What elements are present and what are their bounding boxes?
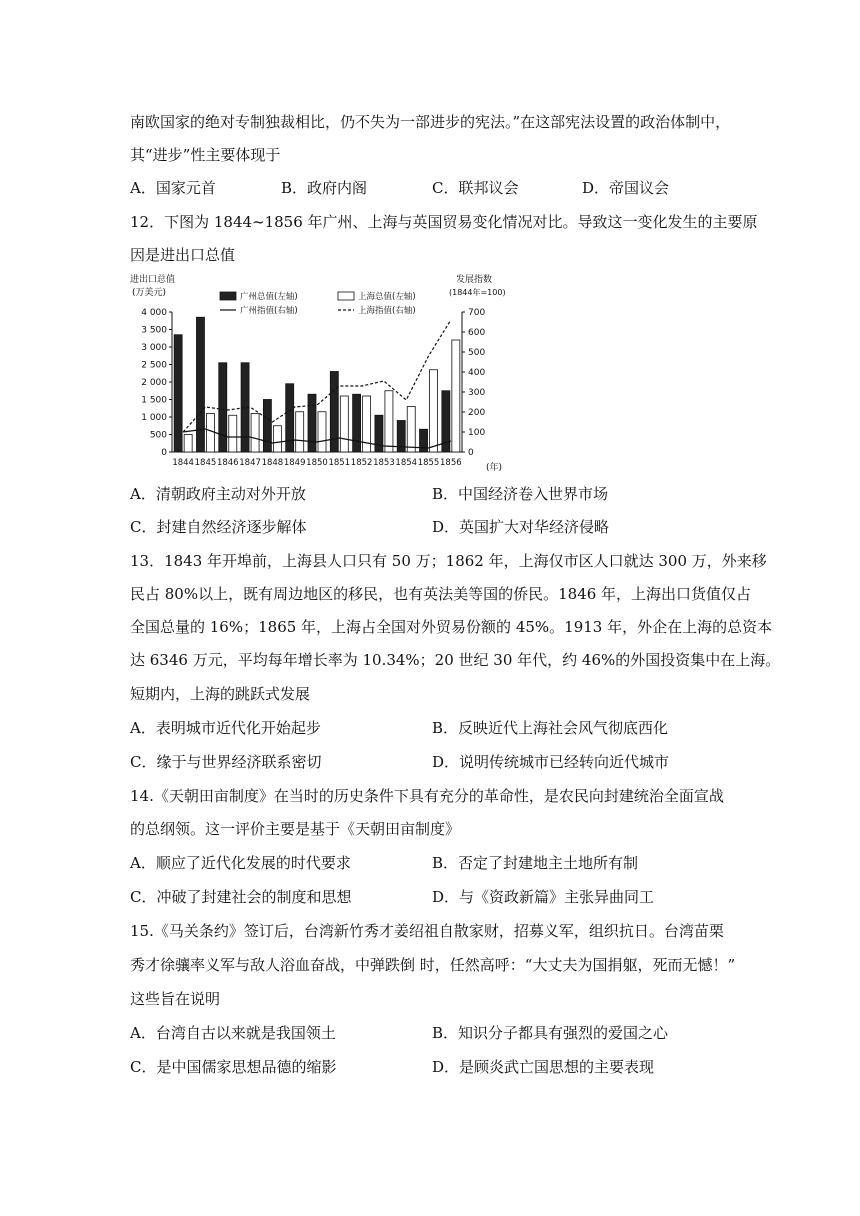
x-tick-label: 1849 [283, 458, 306, 468]
x-tick-label: 1850 [306, 458, 328, 468]
guangzhou-bar [353, 394, 361, 452]
guangzhou-bar [286, 384, 294, 452]
q12-stem-line2: 因是进出口总值 [130, 246, 236, 264]
shanghai-bar [430, 370, 438, 452]
q14-option-a[interactable]: A．顺应了近代化发展的时代要求 [130, 854, 351, 872]
left-tick-label: 2 500 [141, 360, 167, 371]
shanghai-bar [385, 391, 393, 452]
left-tick-label: 3 000 [141, 343, 167, 353]
left-axis-unit: (万美元) [132, 288, 167, 298]
q13-stem-line3: 全国总量的 16%；1865 年，上海占全国对外贸易份额的 45%。1913 年，外企在上海的总资本 [130, 618, 773, 636]
shanghai-bar [407, 407, 415, 453]
x-tick-label: 1851 [328, 458, 351, 468]
right-tick-label: 0 [468, 448, 474, 458]
q14-option-d[interactable]: D．与《资政新篇》主张异曲同工 [432, 888, 655, 906]
left-tick-label: 0 [161, 448, 167, 458]
chart-axes [172, 312, 462, 452]
right-tick-label: 500 [468, 348, 486, 358]
x-tick-label: 1855 [417, 458, 440, 468]
shanghai-bar [273, 426, 281, 452]
left-axis-label: 进出口总值 [130, 275, 176, 285]
left-tick-label: 3 500 [141, 325, 167, 336]
q15-option-b[interactable]: B．知识分子都具有强烈的爱国之心 [432, 1024, 669, 1042]
right-axis-unit: (1844年=100) [449, 288, 506, 297]
q12-option-b[interactable]: B．中国经济卷入世界市场 [432, 485, 609, 503]
q15-stem-line2: 秀才徐骧率义军与敌人浴血奋战，中弹跌倒 时，任然高呼：“大丈夫为国捐躯，死而无憾！” [130, 956, 736, 974]
legend-label: 广州总值(左轴) [240, 292, 298, 302]
x-tick-label: 1856 [440, 458, 462, 468]
right-tick-label: 200 [468, 408, 486, 418]
x-tick-label: 1847 [239, 458, 261, 468]
q13-option-d[interactable]: D．说明传统城市已经转向近代城市 [432, 753, 670, 771]
shanghai-bar [452, 340, 460, 452]
q13-option-c[interactable]: C．缘于与世界经济联系密切 [130, 753, 322, 771]
legend-label: 上海指值(右轴) [358, 306, 416, 316]
q14-option-b[interactable]: B．否定了封建地主土地所有制 [432, 854, 639, 872]
q12-option-a[interactable]: A．清朝政府主动对外开放 [130, 485, 306, 503]
right-axis-label: 发展指数 [456, 275, 493, 285]
chart-legend [220, 291, 416, 316]
left-tick-label: 4 000 [141, 308, 167, 318]
x-tick-label: 1845 [194, 458, 217, 468]
guangzhou-bar [263, 400, 271, 453]
shanghai-bar [184, 435, 192, 453]
q13-stem-line1: 13．1843 年开埠前，上海县人口只有 50 万；1862 年，上海仅市区人口就达 300 万，外来移 [130, 552, 767, 570]
guangzhou-bar [375, 415, 383, 452]
q14-stem-line1: 14.《天朝田亩制度》在当时的历史条件下具有充分的革命性，是农民向封建统治全面宣战 [130, 787, 724, 805]
q11-option-d[interactable]: D．帝国议会 [582, 179, 670, 197]
x-axis-unit: (年) [486, 463, 503, 473]
q15-option-a[interactable]: A．台湾自古以来就是我国领土 [130, 1024, 336, 1042]
q13-stem-line4: 达 6346 万元，平均每年增长率为 10.34%；20 世纪 30 年代，约 46%的外国投资集中在上海。 [130, 651, 781, 669]
right-tick-label: 600 [468, 328, 486, 338]
right-tick-label: 400 [468, 368, 486, 378]
legend-swatch [220, 292, 236, 300]
guangzhou-bar [420, 429, 428, 452]
guangzhou-bar [174, 335, 182, 452]
q13-option-a[interactable]: A．表明城市近代化开始起步 [130, 719, 321, 737]
left-tick-label: 500 [149, 430, 167, 441]
q13-stem-line2: 民占 80%以上，既有周边地区的移民，也有英法美等国的侨民。1846 年，上海出口货值仅占 [130, 585, 752, 603]
q15-stem-line3: 这些旨在说明 [130, 990, 221, 1008]
shanghai-bar [206, 414, 214, 453]
x-tick-label: 1848 [261, 458, 284, 468]
left-tick-label: 1 500 [141, 395, 167, 406]
chart-bars [174, 317, 460, 452]
guangzhou-bar [308, 394, 316, 452]
legend-label: 广州指值(右轴) [240, 306, 298, 316]
shanghai-bar [251, 414, 259, 453]
q15-option-c[interactable]: C．是中国儒家思想品德的缩影 [130, 1058, 337, 1076]
guangzhou-bar [196, 317, 204, 452]
shanghai-bar [296, 412, 304, 452]
left-tick-label: 2 000 [141, 378, 167, 388]
x-tick-label: 1854 [395, 458, 418, 468]
q12-option-d[interactable]: D．英国扩大对华经济侵略 [432, 518, 610, 536]
shanghai-bar [340, 396, 348, 452]
q13-option-b[interactable]: B．反映近代上海社会风气彻底西化 [432, 719, 669, 737]
q14-option-c[interactable]: C．冲破了封建社会的制度和思想 [130, 888, 352, 906]
q12-option-c[interactable]: C．封建自然经济逐步解体 [130, 518, 307, 536]
guangzhou-bar [219, 363, 227, 452]
q11-option-c[interactable]: C．联邦议会 [432, 179, 519, 197]
right-tick-label: 100 [468, 428, 486, 438]
left-tick-label: 1 000 [141, 413, 167, 423]
x-tick-label: 1844 [172, 458, 194, 468]
shanghai-bar [318, 412, 326, 452]
legend-swatch [338, 292, 354, 300]
q11-option-a[interactable]: A．国家元首 [130, 179, 216, 197]
q15-stem-line1: 15.《马关条约》签订后，台湾新竹秀才姜绍祖自散家财，招募义军，组织抗日。台湾苗栗 [130, 922, 724, 940]
q12-stem-line1: 12．下图为 1844~1856 年广州、上海与英国贸易变化情况对比。导致这一变化发生的主要原 [130, 213, 758, 231]
x-tick-label: 1852 [350, 458, 373, 468]
q13-stem-line5: 短期内，上海的跳跃式发展 [130, 685, 311, 703]
q14-stem-line2: 的总纲领。这一评价主要是基于《天朝田亩制度》 [130, 820, 461, 838]
q15-option-d[interactable]: D．是顾炎武亡国思想的主要表现 [432, 1058, 655, 1076]
right-tick-label: 300 [468, 388, 486, 398]
q11-option-b[interactable]: B．政府内阁 [281, 179, 368, 197]
trade-chart [128, 268, 518, 476]
right-tick-label: 700 [468, 308, 486, 318]
legend-label: 上海总值(左轴) [358, 292, 416, 302]
x-tick-label: 1846 [216, 458, 239, 468]
q11-stem-line2: 其“进步”性主要体现于 [130, 146, 281, 164]
q11-stem-line1: 南欧国家的绝对专制独裁相比，仍不失为一部进步的宪法。”在这部宪法设置的政治体制中， [130, 113, 731, 131]
x-tick-label: 1853 [373, 458, 395, 468]
shanghai-bar [229, 415, 237, 452]
